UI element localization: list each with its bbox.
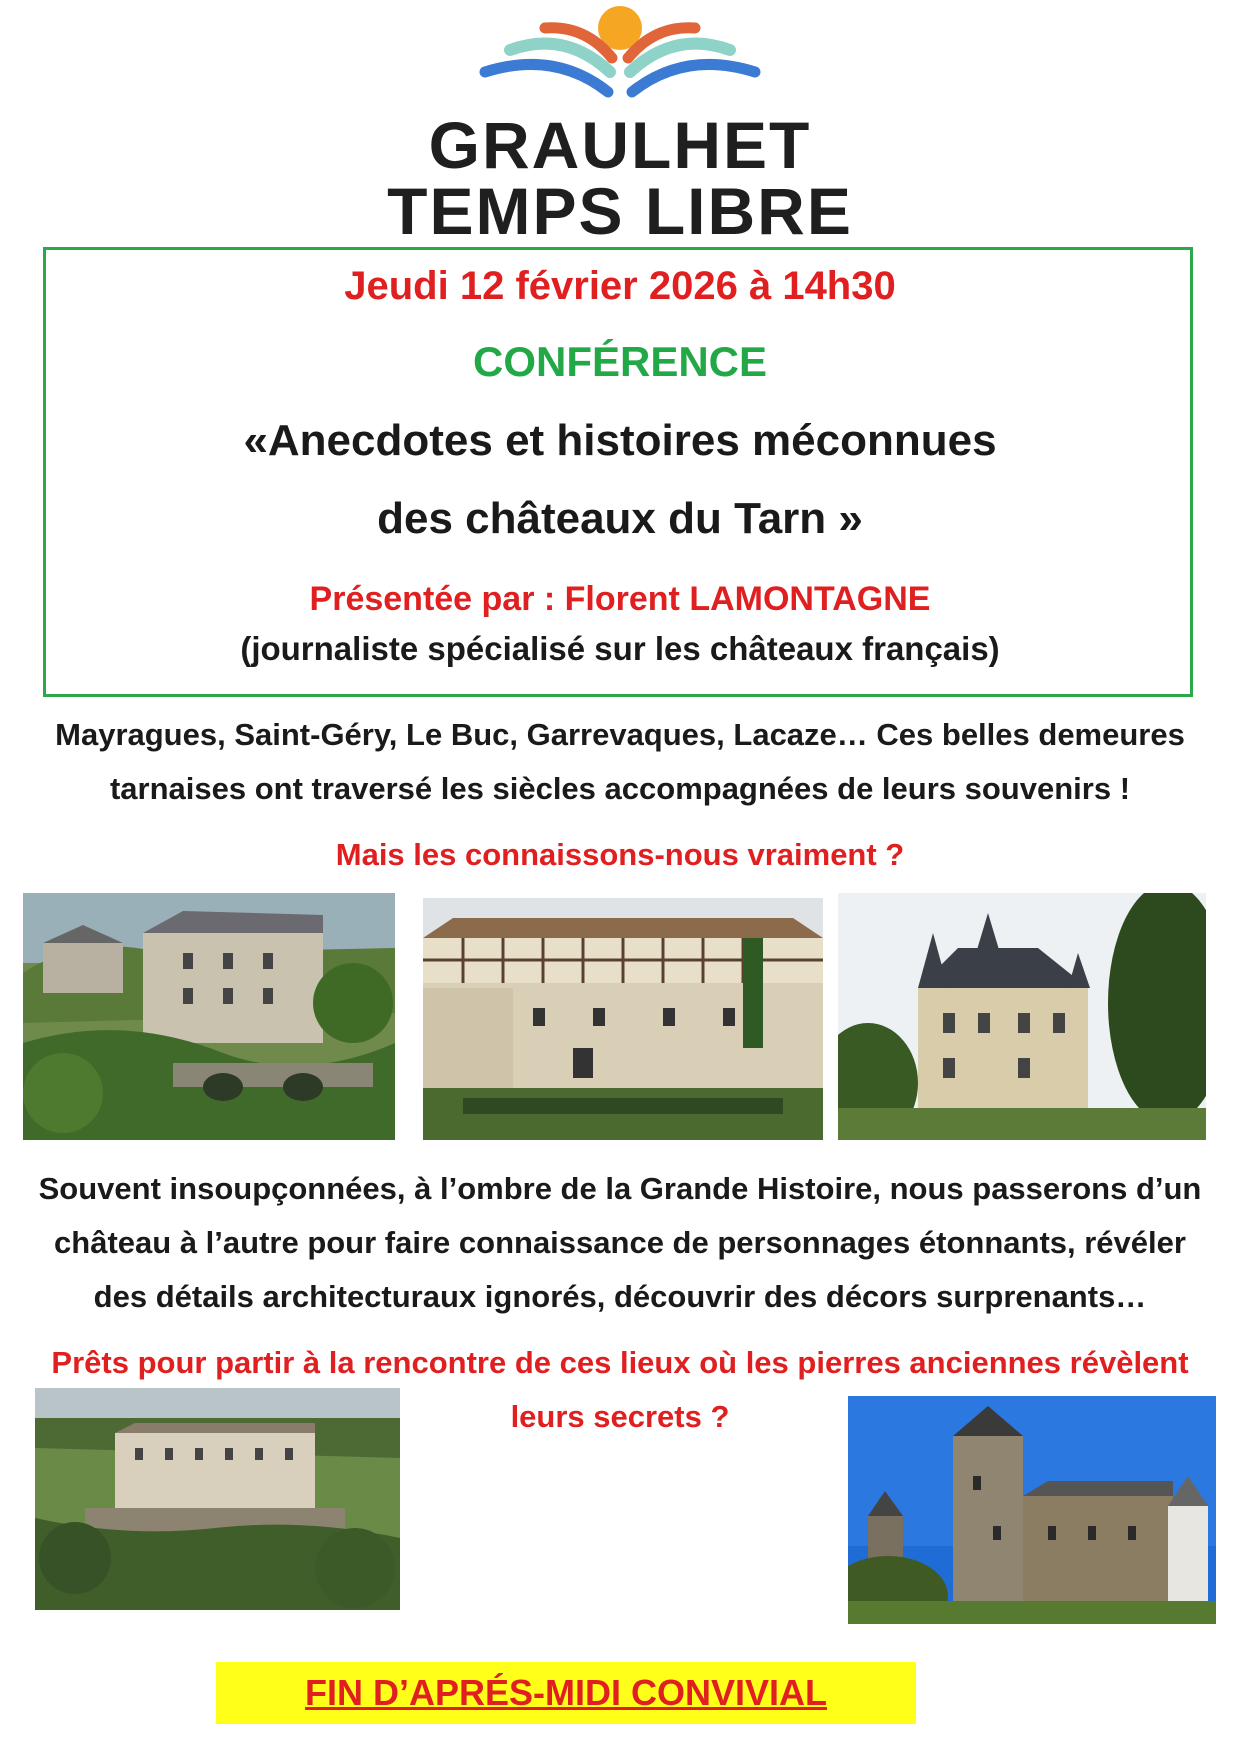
- presenter-role: (journaliste spécialisé sur les châteaux français): [240, 630, 1000, 667]
- event-title-line-1: «Anecdotes et histoires méconnues: [243, 416, 997, 465]
- open-book-sun-icon: [470, 0, 770, 110]
- presenter: Présentée par : Florent LAMONTAGNE: [309, 580, 931, 618]
- footer-banner-text: FIN D’APRÉS-MIDI CONVIVIAL: [304, 1672, 828, 1713]
- event-date: Jeudi 12 février 2026 à 14h30: [344, 264, 896, 308]
- chateau-photo-1: [23, 893, 395, 1140]
- chateau-photo-4: [35, 1388, 400, 1610]
- event-type: CONFÉRENCE: [472, 338, 768, 385]
- footer-banner: [216, 1662, 916, 1724]
- intro-line-2: tarnaises ont traversé les siècles accompagnées de leurs souvenirs !: [109, 771, 1131, 806]
- logo-line-2: TEMPS LIBRE: [387, 174, 853, 248]
- chateau-photo-5: [848, 1396, 1216, 1624]
- event-title-line-2: des châteaux du Tarn »: [377, 494, 863, 543]
- logo: [0, 0, 1240, 250]
- chateau-photo-3: [838, 893, 1206, 1140]
- body-line-1: Souvent insoupçonnées, à l’ombre de la Grande Histoire, nous passerons d’un: [38, 1171, 1202, 1206]
- logo-line-1: GRAULHET: [428, 108, 812, 182]
- intro-line-1: Mayragues, Saint-Géry, Le Buc, Garrevaques, Lacaze… Ces belles demeures: [55, 717, 1185, 752]
- chateau-photo-2: [423, 898, 823, 1140]
- body-question-line-1: Prêts pour partir à la rencontre de ces lieux où les pierres anciennes révèlent: [51, 1345, 1189, 1380]
- intro-question: Mais les connaissons-nous vraiment ?: [335, 837, 905, 872]
- body-question-line-2: leurs secrets ?: [510, 1399, 730, 1434]
- body-line-2: château à l’autre pour faire connaissance de personnages étonnants, révéler: [54, 1225, 1186, 1260]
- body-line-3: des détails architecturaux ignorés, découvrir des décors surprenants…: [93, 1279, 1147, 1314]
